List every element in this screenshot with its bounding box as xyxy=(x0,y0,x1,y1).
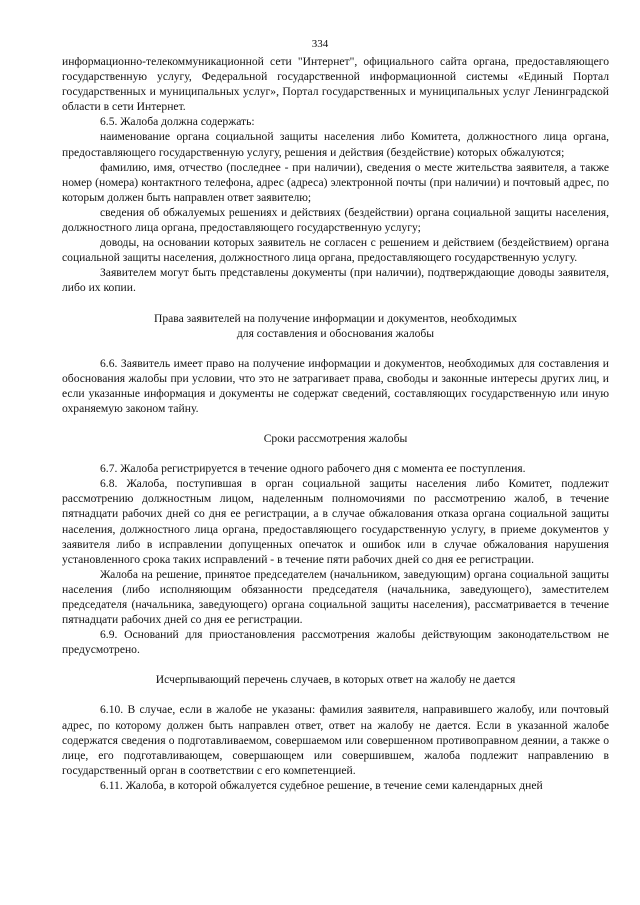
paragraph-6-8: 6.8. Жалоба, поступившая в орган социальной защиты населения либо Комитет, подлежит рассмотрению должностным лицом, наделенным полномочиями по рассмотрению жалоб, в течение пятнадцати рабочих дней со дня ее регистрации, а в случае обжалования отказа органа социальной защиты населения, должностного лица органа, предоставляющего государственную услугу, в приеме документов у заявителя либо в исправлении допущенных опечаток и ошибок или в случае обжалования нарушения установленного срока таких исправлений - в течение пяти рабочих дней со дня ее регистрации. xyxy=(62,477,609,566)
section-heading-no-answer xyxy=(62,672,609,687)
page-number: 334 xyxy=(311,38,329,50)
section-heading-terms xyxy=(62,431,609,446)
heading-line: Права заявителей на получение информации и документов, необходимых xyxy=(153,311,518,325)
document-body xyxy=(62,54,609,793)
heading-line: Сроки рассмотрения жалобы xyxy=(263,432,408,446)
paragraph-6-5: 6.5. Жалоба должна содержать: xyxy=(100,115,255,129)
paragraph-6-7: 6.7. Жалоба регистрируется в течение одного рабочего дня с момента ее поступления. xyxy=(100,462,526,476)
paragraph-documents: Заявителем могут быть представлены документы (при наличии), подтверждающие доводы заявителя, либо их копии. xyxy=(62,266,609,295)
paragraph-6-10: 6.10. В случае, если в жалобе не указаны: фамилия заявителя, направившего жалобу, или почтовый адрес, по которому должен быть направлен ответ, ответ на жалобу не дается. Если в указанной жалобе содержатся сведения о подготавливаемом, совершаемом или совершенном противоправном деянии, а также о лице, его подготавливающем, совершающем или совершившем, жалоба подлежит направлению в государственный орган в соответствии с его компетенцией. xyxy=(62,703,609,777)
paragraph-chairman-complaint: Жалоба на решение, принятое председателем (начальником, заведующим) органа социальной защиты населения (либо исполняющим обязанности председателя (начальника, заведующего), заместителем председателя (начальника, заведующего) органа социальной защиты населения), рассматривается в течение пятнадцати рабочих дней со дня ее регистрации. xyxy=(62,567,609,627)
paragraph-complaint-item-arguments: доводы, на основании которых заявитель не согласен с решением и действием (бездействием) органа социальной защиты населения, должностного лица органа, предоставляющего государственную услугу. xyxy=(62,236,609,265)
paragraph-6-9: 6.9. Оснований для приостановления рассмотрения жалобы действующим законодательством не предусмотрено. xyxy=(62,628,609,657)
paragraph-6-11: 6.11. Жалоба, в которой обжалуется судебное решение, в течение семи календарных дней xyxy=(100,778,543,792)
heading-line: Исчерпывающий перечень случаев, в которых ответ на жалобу не дается xyxy=(155,673,516,687)
section-heading-rights xyxy=(62,311,609,341)
paragraph-complaint-item-organ: наименование органа социальной защиты населения либо Комитета, должностного лица органа, предоставляющего государственную услугу, решения и действия (бездействие) которых обжалуются; xyxy=(62,130,609,159)
paragraph-continuation: информационно-телекоммуникационной сети "Интернет", официального сайта органа, предоставляющего государственную услугу, Федеральной государственной информационной системы «Единый Портал государственных и муниципальных услуг», Портал государственных и муниципальных услуг Ленинградской области в сети Интернет. xyxy=(62,55,609,114)
heading-line: для составления и обоснования жалобы xyxy=(236,326,435,340)
paragraph-6-6: 6.6. Заявитель имеет право на получение информации и документов, необходимых для составления и обоснования жалобы при условии, что это не затрагивает права, свободы и законные интересы других лиц, и если указанные информация и документы не содержат сведений, составляющих государственную или иную охраняемую законом тайну. xyxy=(62,356,609,415)
paragraph-complaint-item-applicant: фамилию, имя, отчество (последнее - при наличии), сведения о месте жительства заявителя, а также номер (номера) контактного телефона, адрес (адреса) электронной почты (при наличии) и почтовый адрес, по которым должен быть направлен ответ заявителю; xyxy=(62,160,609,204)
paragraph-complaint-item-decisions: сведения об обжалуемых решениях и действиях (бездействии) органа социальной защиты населения, должностного лица органа, предоставляющего государственную услугу; xyxy=(62,205,609,235)
